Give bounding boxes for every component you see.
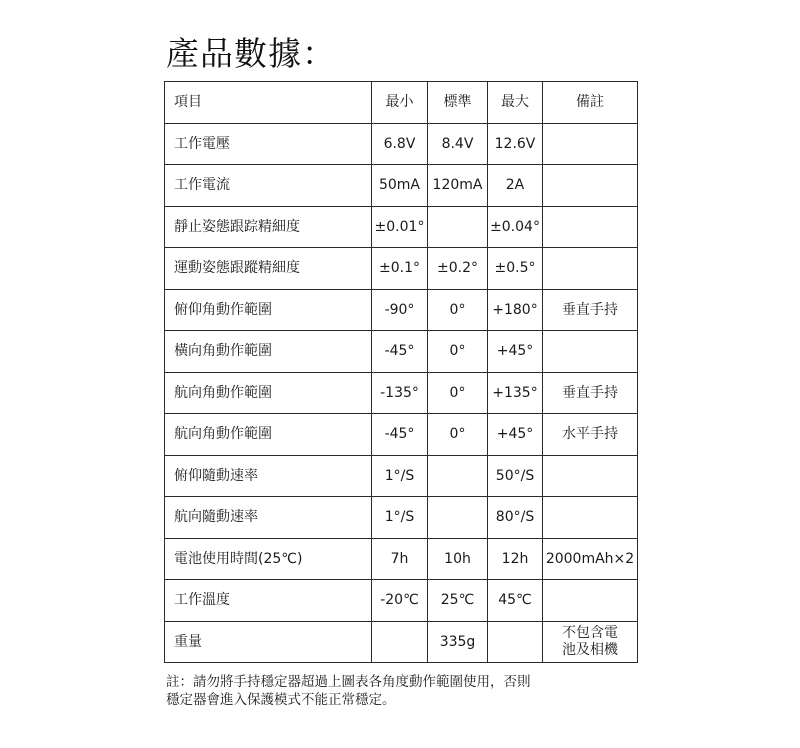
cell-min: 6.8V [372, 123, 428, 165]
cell-note [543, 165, 638, 207]
cell-note [543, 621, 638, 663]
table-row [165, 123, 638, 165]
cell-min: -45° [372, 331, 428, 373]
cell-std: 0° [428, 289, 488, 331]
cell-std: 0° [428, 414, 488, 456]
header-item: 項目 [165, 82, 372, 124]
cell-min: -20℃ [372, 580, 428, 622]
table-row [165, 206, 638, 248]
table-row [165, 538, 638, 580]
cell-min: ±0.1° [372, 248, 428, 290]
cell-item: 橫向角動作範圍 [165, 331, 372, 373]
cell-std: 25℃ [428, 580, 488, 622]
cell-max: +180° [488, 289, 543, 331]
cell-item: 重量 [165, 621, 372, 663]
cell-note [543, 497, 638, 539]
footnote-line-1: 註：請勿將手持穩定器超過上圖表各角度動作範圍使用，否則 [166, 674, 531, 690]
table-row [165, 372, 638, 414]
table-header-row [165, 82, 638, 124]
cell-std: 120mA [428, 165, 488, 207]
cell-note: 垂直手持 [543, 372, 638, 414]
cell-max: 50°/S [488, 455, 543, 497]
cell-min: 1°/S [372, 497, 428, 539]
cell-item: 航向角動作範圍 [165, 372, 372, 414]
table-row [165, 621, 638, 663]
cell-item: 工作溫度 [165, 580, 372, 622]
cell-min: 1°/S [372, 455, 428, 497]
footnote-line-2: 穩定器會進入保護模式不能正常穩定。 [166, 692, 396, 708]
cell-note [543, 248, 638, 290]
table-row [165, 248, 638, 290]
cell-std: 335g [428, 621, 488, 663]
cell-std: 0° [428, 372, 488, 414]
cell-min: -135° [372, 372, 428, 414]
cell-max: 12h [488, 538, 543, 580]
table-row [165, 331, 638, 373]
cell-std: 0° [428, 331, 488, 373]
cell-item: 工作電流 [165, 165, 372, 207]
cell-note: 水平手持 [543, 414, 638, 456]
cell-item: 靜止姿態跟踪精細度 [165, 206, 372, 248]
cell-min: -90° [372, 289, 428, 331]
cell-max: +45° [488, 414, 543, 456]
cell-min: 7h [372, 538, 428, 580]
cell-note [543, 455, 638, 497]
cell-std [428, 497, 488, 539]
table-row [165, 414, 638, 456]
table-row [165, 165, 638, 207]
cell-std [428, 455, 488, 497]
cell-item: 工作電壓 [165, 123, 372, 165]
cell-max: 2A [488, 165, 543, 207]
table-row [165, 580, 638, 622]
cell-std: ±0.2° [428, 248, 488, 290]
cell-item: 電池使用時間(25℃) [165, 538, 372, 580]
cell-max: 45℃ [488, 580, 543, 622]
cell-max: ±0.5° [488, 248, 543, 290]
footnote [166, 673, 586, 709]
header-std: 標準 [428, 82, 488, 124]
cell-std: 8.4V [428, 123, 488, 165]
cell-note: 垂直手持 [543, 289, 638, 331]
header-note: 備註 [543, 82, 638, 124]
cell-note [543, 331, 638, 373]
page-title: 產品數據： [166, 34, 336, 73]
table-row [165, 497, 638, 539]
cell-max [488, 621, 543, 663]
header-min: 最小 [372, 82, 428, 124]
note-text: 不包含電池及相機 [562, 624, 618, 658]
cell-max: +45° [488, 331, 543, 373]
cell-max: 12.6V [488, 123, 543, 165]
cell-max: 80°/S [488, 497, 543, 539]
cell-item: 運動姿態跟蹤精細度 [165, 248, 372, 290]
cell-std [428, 206, 488, 248]
cell-note: 2000mAh×2 [543, 538, 638, 580]
cell-min: -45° [372, 414, 428, 456]
table-row [165, 455, 638, 497]
cell-std: 10h [428, 538, 488, 580]
header-max: 最大 [488, 82, 543, 124]
cell-item: 航向角動作範圍 [165, 414, 372, 456]
cell-max: ±0.04° [488, 206, 543, 248]
table-row [165, 289, 638, 331]
cell-item: 航向隨動速率 [165, 497, 372, 539]
cell-note [543, 580, 638, 622]
spec-table [164, 81, 638, 663]
cell-item: 俯仰隨動速率 [165, 455, 372, 497]
cell-min: ±0.01° [372, 206, 428, 248]
cell-item: 俯仰角動作範圍 [165, 289, 372, 331]
cell-min [372, 621, 428, 663]
cell-min: 50mA [372, 165, 428, 207]
cell-max: +135° [488, 372, 543, 414]
cell-note [543, 206, 638, 248]
cell-note [543, 123, 638, 165]
